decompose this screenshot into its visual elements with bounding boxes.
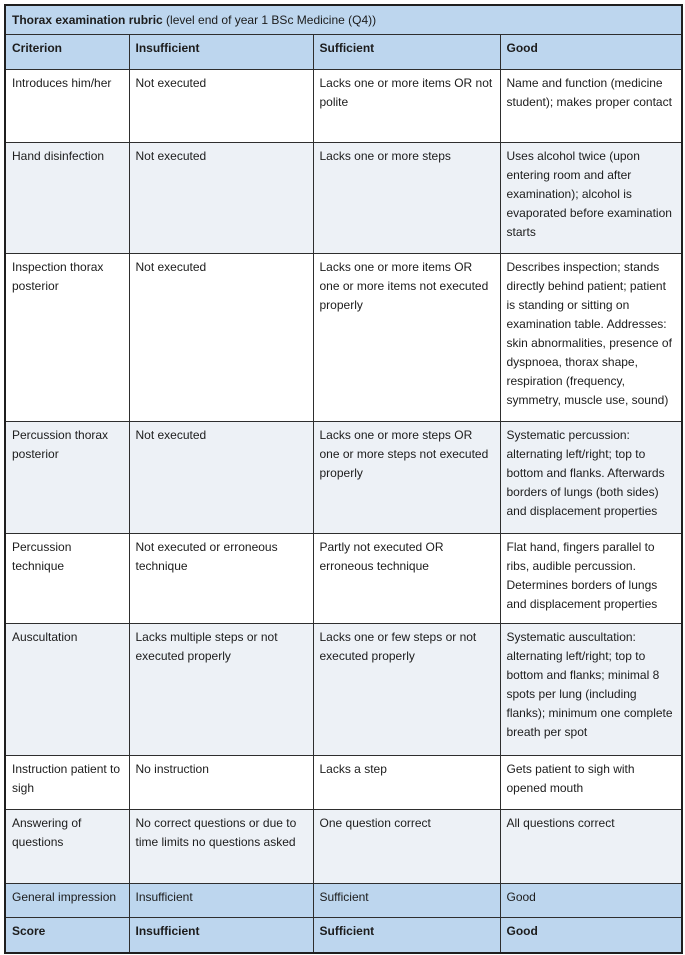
column-header-insufficient: Insufficient xyxy=(129,35,313,70)
insufficient-cell: Not executed or erroneous technique xyxy=(129,534,313,624)
insufficient-cell: Not executed xyxy=(129,143,313,254)
table-row-general-impression xyxy=(5,884,682,918)
sufficient-cell: Lacks one or more items OR one or more items not executed properly xyxy=(313,254,500,422)
criterion-cell: Inspection thorax posterior xyxy=(5,254,129,422)
criterion-cell: Percussion technique xyxy=(5,534,129,624)
table-row-hand-disinfection xyxy=(5,143,682,254)
table-title-cell xyxy=(5,5,682,35)
good-cell: Systematic auscultation: alternating left/right; top to bottom and flanks; minimal 8 spots per lung (including flanks); minimum one complete breath per spot xyxy=(500,624,682,756)
insufficient-cell: Not executed xyxy=(129,422,313,534)
insufficient-cell: Insufficient xyxy=(129,918,313,953)
insufficient-cell: No instruction xyxy=(129,756,313,810)
table-row-inspection-thorax xyxy=(5,254,682,422)
table-row-score xyxy=(5,918,682,953)
good-cell: Uses alcohol twice (upon entering room and after examination); alcohol is evaporated before examination starts xyxy=(500,143,682,254)
column-header-sufficient: Sufficient xyxy=(313,35,500,70)
sufficient-cell: Lacks one or more steps xyxy=(313,143,500,254)
sufficient-cell: Sufficient xyxy=(313,918,500,953)
table-row-introduces xyxy=(5,70,682,143)
table-row-percussion-technique xyxy=(5,534,682,624)
table-row-instruction-sigh xyxy=(5,756,682,810)
criterion-cell: Auscultation xyxy=(5,624,129,756)
table-title: Thorax examination rubric xyxy=(12,13,163,27)
sufficient-cell: Lacks one or more items OR not polite xyxy=(313,70,500,143)
insufficient-cell: Insufficient xyxy=(129,884,313,918)
insufficient-cell: No correct questions or due to time limits no questions asked xyxy=(129,810,313,884)
criterion-cell: Answering of questions xyxy=(5,810,129,884)
sufficient-cell: Lacks one or more steps OR one or more steps not executed properly xyxy=(313,422,500,534)
good-cell: Flat hand, fingers parallel to ribs, audible percussion. Determines borders of lungs and displacement properties xyxy=(500,534,682,624)
criterion-cell: General impression xyxy=(5,884,129,918)
thorax-rubric-table xyxy=(4,4,683,954)
insufficient-cell: Not executed xyxy=(129,254,313,422)
table-row-answering-questions xyxy=(5,810,682,884)
sufficient-cell: Lacks a step xyxy=(313,756,500,810)
sufficient-cell: Lacks one or few steps or not executed properly xyxy=(313,624,500,756)
table-row-auscultation xyxy=(5,624,682,756)
criterion-cell: Percussion thorax posterior xyxy=(5,422,129,534)
good-cell: Systematic percussion: alternating left/right; top to bottom and flanks. Afterwards borders of lungs (both sides) and displacement properties xyxy=(500,422,682,534)
criterion-cell: Instruction patient to sigh xyxy=(5,756,129,810)
good-cell: Good xyxy=(500,884,682,918)
sufficient-cell: Partly not executed OR erroneous technique xyxy=(313,534,500,624)
good-cell: All questions correct xyxy=(500,810,682,884)
good-cell: Describes inspection; stands directly behind patient; patient is standing or sitting on examination table. Addresses: skin abnormalities, presence of dyspnoea, thorax shape, respiration (frequency, symmetry, muscle use, sound) xyxy=(500,254,682,422)
table-row-percussion-thorax xyxy=(5,422,682,534)
good-cell: Name and function (medicine student); makes proper contact xyxy=(500,70,682,143)
good-cell: Gets patient to sigh with opened mouth xyxy=(500,756,682,810)
table-subtitle: (level end of year 1 BSc Medicine (Q4)) xyxy=(162,13,377,27)
column-header-criterion: Criterion xyxy=(5,35,129,70)
good-cell: Good xyxy=(500,918,682,953)
criterion-cell: Hand disinfection xyxy=(5,143,129,254)
insufficient-cell: Lacks multiple steps or not executed properly xyxy=(129,624,313,756)
criterion-cell: Introduces him/her xyxy=(5,70,129,143)
sufficient-cell: One question correct xyxy=(313,810,500,884)
column-header-good: Good xyxy=(500,35,682,70)
insufficient-cell: Not executed xyxy=(129,70,313,143)
table-header-row xyxy=(5,35,682,70)
table-title-row xyxy=(5,5,682,35)
criterion-cell: Score xyxy=(5,918,129,953)
sufficient-cell: Sufficient xyxy=(313,884,500,918)
